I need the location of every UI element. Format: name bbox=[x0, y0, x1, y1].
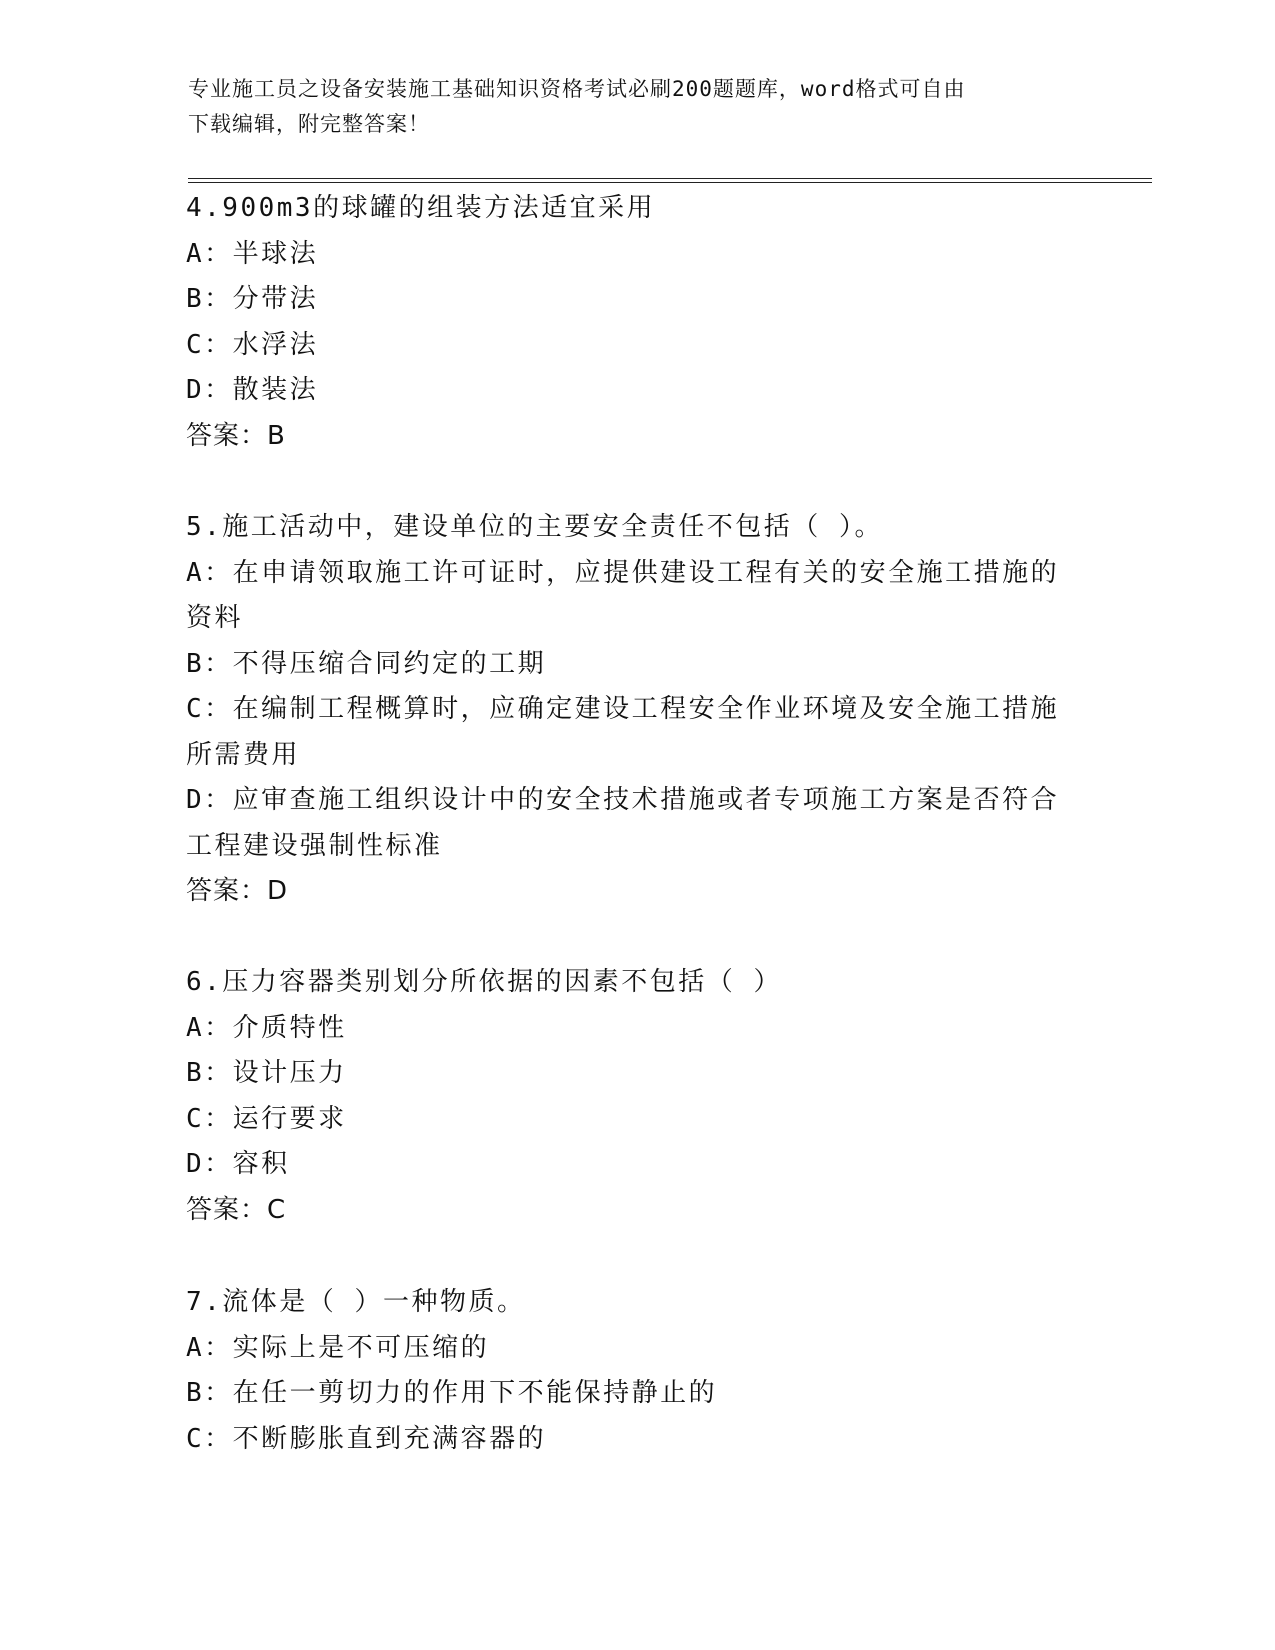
option-c-line-1: C：在编制工程概算时，应确定建设工程安全作业环境及安全施工措施 bbox=[186, 694, 1060, 724]
option-c: C：不断膨胀直到充满容器的 bbox=[186, 1423, 547, 1454]
question-stem: 4.900m3的球罐的组装方法适宜采用 bbox=[186, 193, 656, 223]
answer: 答案：C bbox=[186, 1194, 287, 1225]
question-4 bbox=[186, 186, 1086, 459]
question-7 bbox=[186, 1280, 1086, 1462]
option-d-line-2: 工程建设强制性标准 bbox=[186, 830, 443, 861]
header-line-2: 下载编辑，附完整答案！ bbox=[188, 112, 430, 136]
header-line-1: 专业施工员之设备安装施工基础知识资格考试必刷200题题库，word格式可自由 bbox=[188, 77, 966, 101]
document-header bbox=[188, 72, 1068, 142]
option-a: A：半球法 bbox=[186, 238, 319, 269]
question-stem: 5.施工活动中，建设单位的主要安全责任不包括（ ）。 bbox=[186, 512, 883, 542]
option-a: A：实际上是不可压缩的 bbox=[186, 1332, 490, 1363]
option-b: B：分带法 bbox=[186, 284, 319, 314]
header-divider-bottom bbox=[188, 182, 1152, 183]
question-6 bbox=[186, 960, 1086, 1233]
question-5 bbox=[186, 505, 1086, 915]
option-c: C：运行要求 bbox=[186, 1103, 347, 1134]
header-divider-top bbox=[188, 178, 1152, 179]
option-a-line-2: 资料 bbox=[186, 603, 244, 633]
answer: 答案：D bbox=[186, 876, 289, 906]
option-b: B：不得压缩合同约定的工期 bbox=[186, 648, 547, 679]
option-c: C：水浮法 bbox=[186, 329, 319, 360]
question-stem: 7.流体是（ ）一种物质。 bbox=[186, 1287, 526, 1317]
option-d: D：散装法 bbox=[186, 375, 319, 405]
option-a-line-1: A：在申请领取施工许可证时，应提供建设工程有关的安全施工措施的 bbox=[186, 557, 1060, 588]
option-b: B：设计压力 bbox=[186, 1058, 347, 1088]
option-c-line-2: 所需费用 bbox=[186, 739, 301, 770]
option-b: B：在任一剪切力的作用下不能保持静止的 bbox=[186, 1378, 718, 1408]
question-stem: 6.压力容器类别划分所依据的因素不包括（ ） bbox=[186, 967, 782, 997]
option-d-line-1: D：应审查施工组织设计中的安全技术措施或者专项施工方案是否符合 bbox=[186, 785, 1060, 815]
answer: 答案：B bbox=[186, 420, 286, 451]
option-d: D：容积 bbox=[186, 1149, 290, 1179]
option-a: A：介质特性 bbox=[186, 1012, 347, 1043]
